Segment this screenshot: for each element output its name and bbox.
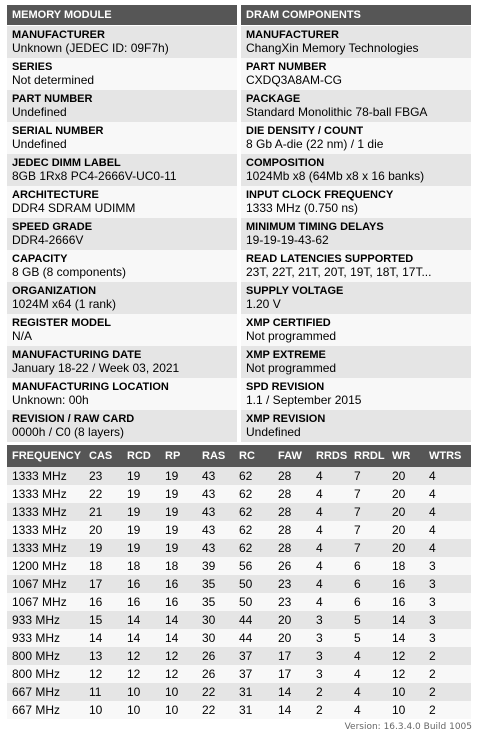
field-value: Not programmed <box>246 361 337 375</box>
table-row <box>7 557 471 575</box>
table-cell-wr: 16 <box>387 575 424 593</box>
field-value: 23T, 22T, 21T, 20T, 19T, 18T, 17T... <box>246 265 432 279</box>
table-cell-faw: 23 <box>273 593 311 611</box>
table-cell-rp: 19 <box>160 485 197 503</box>
table-cell-rcd: 19 <box>122 521 160 539</box>
field-label: ORGANIZATION <box>12 285 97 297</box>
table-cell-rp: 16 <box>160 575 197 593</box>
field-value: 8GB 1Rx8 PC4-2666V-UC0-11 <box>12 169 177 183</box>
table-cell-rrds: 3 <box>311 647 349 665</box>
field-value: January 18-22 / Week 03, 2021 <box>12 361 180 375</box>
component-package <box>241 90 471 122</box>
component-composition <box>241 154 471 186</box>
table-cell-rc: 62 <box>234 467 273 485</box>
dram-components-column <box>241 5 471 442</box>
column-header-rcd: RCD <box>122 445 160 467</box>
field-label: SUPPLY VOLTAGE <box>246 285 344 297</box>
table-cell-rrdl: 5 <box>349 629 387 647</box>
table-cell-wtrs: 2 <box>424 701 471 719</box>
field-value: Undefined <box>12 105 67 119</box>
table-cell-ras: 39 <box>197 557 234 575</box>
table-cell-faw: 28 <box>273 467 311 485</box>
table-cell-faw: 14 <box>273 701 311 719</box>
column-header-rrdl: RRDL <box>349 445 387 467</box>
field-value: Undefined <box>12 137 67 151</box>
table-cell-rrds: 3 <box>311 665 349 683</box>
table-cell-rp: 12 <box>160 665 197 683</box>
table-cell-ras: 30 <box>197 611 234 629</box>
table-cell-rp: 19 <box>160 539 197 557</box>
table-cell-wtrs: 4 <box>424 485 471 503</box>
module-architecture <box>7 186 237 218</box>
table-cell-rrdl: 4 <box>349 665 387 683</box>
table-row <box>7 701 471 719</box>
table-cell-cas: 18 <box>84 557 122 575</box>
field-label: MANUFACTURER <box>246 29 339 41</box>
column-header-ras: RAS <box>197 445 234 467</box>
table-cell-faw: 28 <box>273 485 311 503</box>
table-cell-wr: 16 <box>387 593 424 611</box>
table-cell-ras: 22 <box>197 683 234 701</box>
table-cell-cas: 11 <box>84 683 122 701</box>
module-serial-number <box>7 122 237 154</box>
table-cell-wr: 12 <box>387 665 424 683</box>
component-read-latencies-supported <box>241 250 471 282</box>
table-cell-faw: 17 <box>273 647 311 665</box>
table-row <box>7 539 471 557</box>
table-cell-frequency: 933 MHz <box>7 629 84 647</box>
table-row <box>7 683 471 701</box>
table-cell-rc: 44 <box>234 629 273 647</box>
module-speed-grade <box>7 218 237 250</box>
field-value: 8 GB (8 components) <box>12 265 127 279</box>
table-cell-rrdl: 7 <box>349 503 387 521</box>
table-row <box>7 593 471 611</box>
table-cell-rrds: 4 <box>311 593 349 611</box>
component-spd-revision <box>241 378 471 410</box>
table-cell-frequency: 1067 MHz <box>7 575 84 593</box>
table-cell-ras: 43 <box>197 539 234 557</box>
table-cell-wr: 20 <box>387 485 424 503</box>
table-cell-frequency: 800 MHz <box>7 647 84 665</box>
field-value: Standard Monolithic 78-ball FBGA <box>246 105 428 119</box>
table-cell-rc: 31 <box>234 701 273 719</box>
table-cell-frequency: 1333 MHz <box>7 521 84 539</box>
table-cell-wr: 14 <box>387 629 424 647</box>
table-cell-rc: 62 <box>234 539 273 557</box>
component-xmp-extreme <box>241 346 471 378</box>
table-cell-faw: 17 <box>273 665 311 683</box>
table-cell-wtrs: 4 <box>424 539 471 557</box>
table-cell-rrds: 4 <box>311 575 349 593</box>
table-cell-rrdl: 4 <box>349 701 387 719</box>
module-manufacturing-location <box>7 378 237 410</box>
table-row <box>7 665 471 683</box>
table-cell-ras: 43 <box>197 485 234 503</box>
table-row <box>7 467 471 485</box>
table-cell-rc: 31 <box>234 683 273 701</box>
table-cell-cas: 16 <box>84 593 122 611</box>
table-cell-rc: 50 <box>234 593 273 611</box>
table-cell-faw: 14 <box>273 683 311 701</box>
column-header-cas: CAS <box>84 445 122 467</box>
field-label: PART NUMBER <box>12 93 93 105</box>
table-cell-wr: 10 <box>387 683 424 701</box>
field-label: READ LATENCIES SUPPORTED <box>246 253 414 265</box>
column-header-wtrs: WTRS <box>424 445 471 467</box>
module-register-model <box>7 314 237 346</box>
table-cell-cas: 15 <box>84 611 122 629</box>
module-series <box>7 58 237 90</box>
component-manufacturer <box>241 26 471 58</box>
component-supply-voltage <box>241 282 471 314</box>
table-cell-faw: 23 <box>273 575 311 593</box>
table-cell-faw: 28 <box>273 521 311 539</box>
table-cell-ras: 43 <box>197 503 234 521</box>
field-label: XMP CERTIFIED <box>246 317 331 329</box>
table-cell-faw: 28 <box>273 503 311 521</box>
table-cell-ras: 43 <box>197 521 234 539</box>
table-cell-wtrs: 4 <box>424 467 471 485</box>
table-cell-rc: 56 <box>234 557 273 575</box>
field-label: MANUFACTURING DATE <box>12 349 142 361</box>
table-cell-rp: 14 <box>160 629 197 647</box>
field-value: 1333 MHz (0.750 ns) <box>246 201 359 215</box>
table-cell-rrds: 2 <box>311 701 349 719</box>
table-cell-frequency: 1067 MHz <box>7 593 84 611</box>
table-row <box>7 485 471 503</box>
column-header-wr: WR <box>387 445 424 467</box>
table-cell-rc: 62 <box>234 521 273 539</box>
field-label: PACKAGE <box>246 93 301 105</box>
table-row <box>7 521 471 539</box>
table-cell-wtrs: 4 <box>424 503 471 521</box>
table-row <box>7 647 471 665</box>
field-value: DDR4 SDRAM UDIMM <box>12 201 136 215</box>
field-value: 19-19-19-43-62 <box>246 233 329 247</box>
column-header-rp: RP <box>160 445 197 467</box>
field-label: CAPACITY <box>12 253 68 265</box>
table-cell-wr: 10 <box>387 701 424 719</box>
column-header-rc: RC <box>234 445 273 467</box>
table-cell-wr: 12 <box>387 647 424 665</box>
module-manufacturer <box>7 26 237 58</box>
table-cell-rp: 19 <box>160 521 197 539</box>
table-cell-rc: 37 <box>234 647 273 665</box>
field-label: JEDEC DIMM LABEL <box>12 157 121 169</box>
component-input-clock-frequency <box>241 186 471 218</box>
field-label: INPUT CLOCK FREQUENCY <box>246 189 394 201</box>
table-cell-rrdl: 6 <box>349 575 387 593</box>
table-cell-rrds: 4 <box>311 503 349 521</box>
table-cell-rp: 19 <box>160 503 197 521</box>
timing-table <box>7 445 471 719</box>
field-label: SPEED GRADE <box>12 221 93 233</box>
table-cell-rp: 14 <box>160 611 197 629</box>
table-cell-frequency: 1333 MHz <box>7 503 84 521</box>
spd-report <box>7 5 471 719</box>
table-cell-ras: 35 <box>197 593 234 611</box>
info-columns <box>7 5 471 442</box>
table-cell-faw: 26 <box>273 557 311 575</box>
table-cell-rc: 44 <box>234 611 273 629</box>
table-cell-wr: 20 <box>387 503 424 521</box>
field-value: N/A <box>12 329 33 343</box>
table-cell-rrds: 2 <box>311 683 349 701</box>
component-xmp-revision <box>241 410 471 442</box>
field-label: SERIAL NUMBER <box>12 125 104 137</box>
field-label: SPD REVISION <box>246 381 325 393</box>
timing-header-row <box>7 445 471 467</box>
table-cell-rrds: 4 <box>311 539 349 557</box>
table-cell-ras: 26 <box>197 665 234 683</box>
component-minimum-timing-delays <box>241 218 471 250</box>
field-label: PART NUMBER <box>246 61 327 73</box>
table-cell-ras: 30 <box>197 629 234 647</box>
table-cell-rcd: 10 <box>122 701 160 719</box>
table-cell-wr: 14 <box>387 611 424 629</box>
table-cell-rcd: 19 <box>122 467 160 485</box>
field-value: 1.1 / September 2015 <box>246 393 362 407</box>
dram-components-header: DRAM COMPONENTS <box>241 5 471 26</box>
table-cell-rc: 37 <box>234 665 273 683</box>
field-value: ChangXin Memory Technologies <box>246 41 419 55</box>
table-cell-rcd: 18 <box>122 557 160 575</box>
field-value: CXDQ3A8AM-CG <box>246 73 343 87</box>
table-cell-ras: 22 <box>197 701 234 719</box>
table-cell-rcd: 16 <box>122 575 160 593</box>
field-label: SERIES <box>12 61 53 73</box>
field-label: ARCHITECTURE <box>12 189 99 201</box>
table-row <box>7 575 471 593</box>
field-value: 0000h / C0 (8 layers) <box>12 425 125 439</box>
table-cell-faw: 20 <box>273 611 311 629</box>
field-label: XMP REVISION <box>246 413 326 425</box>
memory-module-fields <box>7 26 237 442</box>
field-label: MANUFACTURING LOCATION <box>12 381 169 393</box>
table-cell-cas: 12 <box>84 665 122 683</box>
table-cell-rp: 18 <box>160 557 197 575</box>
table-cell-ras: 26 <box>197 647 234 665</box>
table-cell-cas: 19 <box>84 539 122 557</box>
table-cell-cas: 14 <box>84 629 122 647</box>
table-cell-rrds: 4 <box>311 467 349 485</box>
table-cell-frequency: 933 MHz <box>7 611 84 629</box>
table-cell-cas: 10 <box>84 701 122 719</box>
field-value: Undefined <box>246 425 301 439</box>
component-part-number <box>241 58 471 90</box>
table-cell-wtrs: 3 <box>424 593 471 611</box>
component-die-density-count <box>241 122 471 154</box>
table-cell-rrds: 3 <box>311 611 349 629</box>
table-cell-cas: 22 <box>84 485 122 503</box>
field-label: DIE DENSITY / COUNT <box>246 125 364 137</box>
table-cell-rrdl: 4 <box>349 683 387 701</box>
table-cell-rcd: 14 <box>122 611 160 629</box>
table-cell-wr: 20 <box>387 467 424 485</box>
table-row <box>7 629 471 647</box>
field-label: REVISION / RAW CARD <box>12 413 135 425</box>
table-cell-wtrs: 3 <box>424 611 471 629</box>
table-cell-rrds: 4 <box>311 557 349 575</box>
table-cell-faw: 20 <box>273 629 311 647</box>
column-header-frequency: FREQUENCY <box>7 445 84 467</box>
table-cell-rrdl: 4 <box>349 647 387 665</box>
table-cell-rcd: 16 <box>122 593 160 611</box>
field-value: 1024Mb x8 (64Mb x8 x 16 banks) <box>246 169 425 183</box>
field-value: 1024M x64 (1 rank) <box>12 297 117 311</box>
table-cell-rcd: 19 <box>122 539 160 557</box>
table-cell-rrdl: 6 <box>349 593 387 611</box>
table-cell-wr: 20 <box>387 521 424 539</box>
table-cell-ras: 43 <box>197 467 234 485</box>
table-cell-wtrs: 3 <box>424 557 471 575</box>
table-cell-cas: 21 <box>84 503 122 521</box>
column-header-rrds: RRDS <box>311 445 349 467</box>
dram-components-fields <box>241 26 471 442</box>
table-cell-rp: 10 <box>160 683 197 701</box>
table-cell-frequency: 667 MHz <box>7 683 84 701</box>
table-cell-wtrs: 4 <box>424 521 471 539</box>
table-cell-frequency: 1333 MHz <box>7 539 84 557</box>
module-capacity <box>7 250 237 282</box>
table-cell-cas: 20 <box>84 521 122 539</box>
module-jedec-dimm-label <box>7 154 237 186</box>
field-label: REGISTER MODEL <box>12 317 112 329</box>
table-cell-wr: 20 <box>387 539 424 557</box>
table-cell-cas: 13 <box>84 647 122 665</box>
field-label: MINIMUM TIMING DELAYS <box>246 221 384 233</box>
table-cell-faw: 28 <box>273 539 311 557</box>
table-cell-rrdl: 7 <box>349 521 387 539</box>
table-cell-frequency: 800 MHz <box>7 665 84 683</box>
table-cell-wtrs: 3 <box>424 575 471 593</box>
table-cell-rp: 12 <box>160 647 197 665</box>
field-value: 8 Gb A-die (22 nm) / 1 die <box>246 137 384 151</box>
table-cell-wr: 18 <box>387 557 424 575</box>
field-value: 1.20 V <box>246 297 281 311</box>
table-cell-rrdl: 5 <box>349 611 387 629</box>
table-cell-frequency: 1333 MHz <box>7 485 84 503</box>
table-cell-rrdl: 6 <box>349 557 387 575</box>
table-cell-frequency: 1200 MHz <box>7 557 84 575</box>
field-value: Unknown: 00h <box>12 393 89 407</box>
memory-module-column <box>7 5 237 442</box>
table-cell-rcd: 14 <box>122 629 160 647</box>
table-cell-wtrs: 2 <box>424 665 471 683</box>
field-label: XMP EXTREME <box>246 349 326 361</box>
table-row <box>7 503 471 521</box>
module-part-number <box>7 90 237 122</box>
table-cell-rcd: 10 <box>122 683 160 701</box>
table-cell-rc: 62 <box>234 503 273 521</box>
table-cell-rc: 50 <box>234 575 273 593</box>
table-row <box>7 611 471 629</box>
field-label: MANUFACTURER <box>12 29 105 41</box>
module-revision-raw-card <box>7 410 237 442</box>
table-cell-wtrs: 2 <box>424 683 471 701</box>
table-cell-rrdl: 7 <box>349 485 387 503</box>
table-cell-rcd: 12 <box>122 647 160 665</box>
column-header-faw: FAW <box>273 445 311 467</box>
field-value: Not programmed <box>246 329 337 343</box>
table-cell-rp: 16 <box>160 593 197 611</box>
version-label: Version: 16.3.4.0 Build 1005 <box>344 722 472 732</box>
table-cell-rp: 10 <box>160 701 197 719</box>
table-cell-rrds: 4 <box>311 521 349 539</box>
component-xmp-certified <box>241 314 471 346</box>
table-cell-cas: 23 <box>84 467 122 485</box>
table-cell-rp: 19 <box>160 467 197 485</box>
table-cell-rcd: 19 <box>122 503 160 521</box>
table-cell-rrdl: 7 <box>349 467 387 485</box>
field-label: COMPOSITION <box>246 157 325 169</box>
table-cell-frequency: 667 MHz <box>7 701 84 719</box>
table-cell-rcd: 12 <box>122 665 160 683</box>
table-cell-rc: 62 <box>234 485 273 503</box>
table-cell-ras: 35 <box>197 575 234 593</box>
field-value: Unknown (JEDEC ID: 09F7h) <box>12 41 169 55</box>
table-cell-cas: 17 <box>84 575 122 593</box>
table-cell-frequency: 1333 MHz <box>7 467 84 485</box>
table-cell-rrds: 3 <box>311 629 349 647</box>
table-cell-wtrs: 2 <box>424 647 471 665</box>
module-organization <box>7 282 237 314</box>
field-value: Not determined <box>12 73 95 87</box>
memory-module-header: MEMORY MODULE <box>7 5 237 26</box>
table-cell-wtrs: 3 <box>424 629 471 647</box>
table-cell-rrdl: 7 <box>349 539 387 557</box>
table-cell-rrds: 4 <box>311 485 349 503</box>
timing-body <box>7 467 471 719</box>
module-manufacturing-date <box>7 346 237 378</box>
field-value: DDR4-2666V <box>12 233 84 247</box>
table-cell-rcd: 19 <box>122 485 160 503</box>
